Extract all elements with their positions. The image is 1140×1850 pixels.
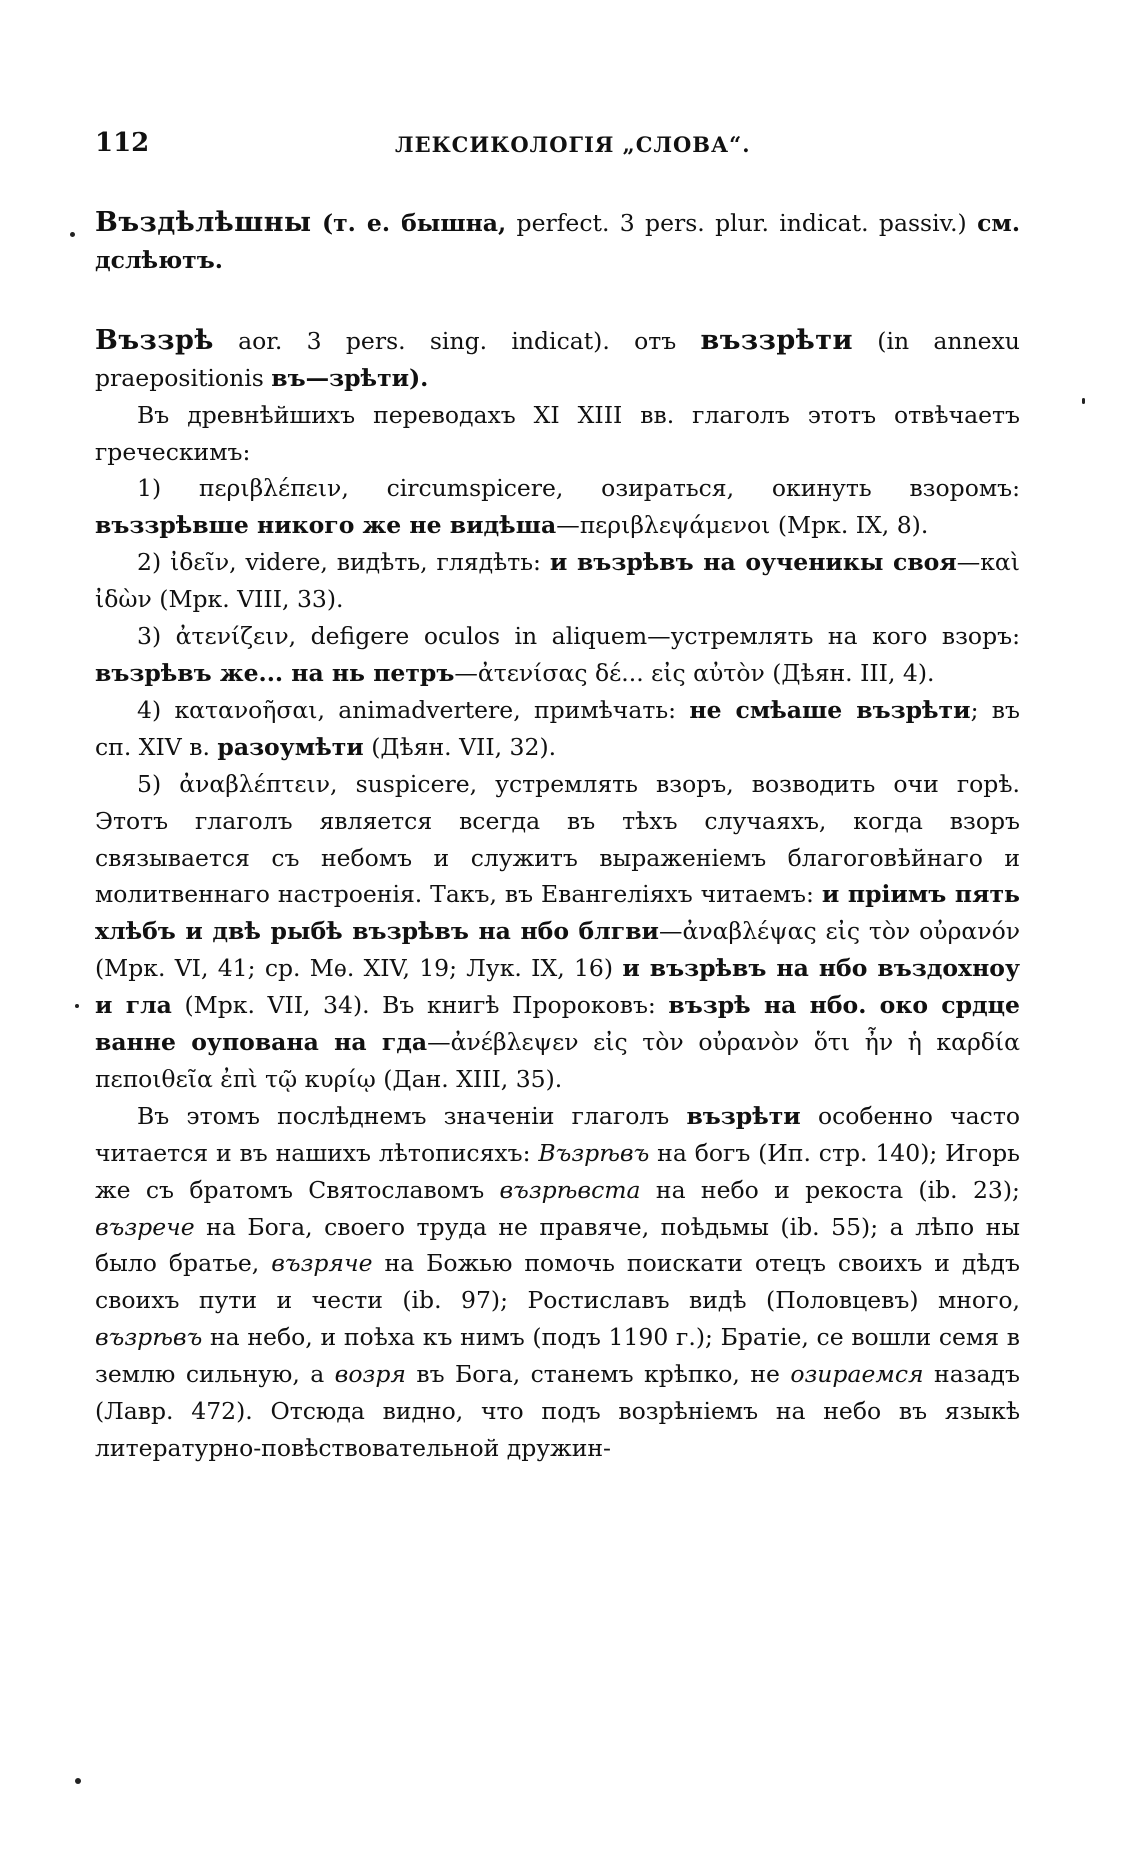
margin-dot-mark: [75, 1778, 81, 1784]
entry-grammar: aor. 3 pers. sing. indicat). отъ: [238, 326, 677, 355]
sense-rest: —περιβλεψάμενοι (Мрк. IX, 8).: [556, 511, 929, 540]
text-run: назадъ (Лавр. 472). Отсюда видно, что подъ возрѣніемъ на небо въ языкѣ литературно-повѣствовательной дружин-: [95, 1360, 1020, 1462]
sense-rest: —ἀνέβλεψεν εἰς τὸν οὐρανὸν ὅτι ἦν ἡ καρδία πεποιθεῖα ἐπὶ τῷ κυρίῳ (Дан. XIII, 35).: [95, 1028, 1020, 1093]
sense-quote: и пріимъ пять хлѣбъ и двѣ рыбѣ възрѣвъ на нбо блгви: [95, 880, 1020, 946]
sense-number: 4): [137, 695, 162, 724]
entry-grammar: perfect. 3 pers. plur. indicat. passiv.): [516, 209, 967, 237]
sense-number: 2): [137, 548, 162, 577]
sense-text: κατανοῆσαι, animadvertere, примѣчать:: [174, 695, 677, 724]
entry-source-lemma: въззрѣти: [700, 324, 854, 356]
text-run: на Бога, своего труда не правяче, поѣдьмы (ib. 55); а лѣпо ны было братье,: [95, 1212, 1020, 1278]
sense-quote: и възрѣвъ на нбо въздохноу и гла: [95, 954, 1020, 1020]
sense-quote: разоумѣти: [217, 732, 364, 761]
sense-quote: възрѣвъ же... на нь петръ: [95, 658, 455, 687]
sense-text: ἀτενίζειν, defigere oculos in aliquem—устремлять на кого взоръ:: [175, 622, 1020, 651]
sense-quote: въззрѣвше никого же не видѣша: [95, 511, 557, 540]
entry-annex-form: въ—зрѣти).: [271, 363, 429, 392]
sense-4: [95, 692, 1020, 766]
sense-quote: и възрѣвъ на оученикы своя: [549, 548, 957, 577]
page-number: 112: [95, 128, 150, 158]
sense-number: 3): [137, 622, 162, 651]
entry-see: см.: [977, 209, 1020, 237]
text-run: въ Бога, станемъ крѣпко, не: [416, 1360, 780, 1389]
sense-rest: (Дѣян. VII, 32).: [371, 732, 557, 761]
sense-5: [95, 766, 1020, 1098]
sense-rest: ; въ сп. XIV в.: [95, 695, 1020, 761]
sense-number: 5): [137, 769, 162, 798]
entry-annex: (in annexu praepositionis: [95, 326, 1020, 392]
text-run: особенно часто читается и въ нашихъ лѣтописяхъ:: [95, 1101, 1020, 1167]
text-run: на Божью помочь поискати отецъ своихъ и дѣдъ своихъ пути и чести (ib. 97); Ростиславъ видѣ (Половцевъ) много,: [95, 1249, 1020, 1315]
sense-rest: —ἀτενίσας δέ... εἰς αὐτὸν (Дѣян. III, 4).: [454, 658, 935, 687]
italic-word: возря: [334, 1360, 406, 1389]
sense-text: ἰδεῖν, videre, видѣть, глядѣть:: [170, 548, 541, 577]
final-paragraph: [95, 1098, 1020, 1467]
sense-rest: —ἀναβλέψας εἰς τὸν οὐρανόν (Мрк. VI, 41; ср. Мѳ. XIV, 19; Лук. IX, 16): [95, 917, 1021, 983]
margin-dot-mark: [75, 1004, 79, 1008]
italic-word: възрече: [95, 1212, 195, 1241]
text-run: Въ этомъ послѣднемъ значеніи глаголъ: [137, 1101, 670, 1130]
sense-1: [95, 470, 1020, 544]
dictionary-entry: [95, 323, 1020, 397]
sense-rest: —καὶ ἰδὼν (Мрк. VIII, 33).: [95, 548, 1020, 614]
body-text: [95, 205, 1020, 1467]
entry-lemma: Въззрѣ: [95, 324, 214, 356]
margin-tick-mark: [1082, 398, 1085, 404]
sense-number: 1): [137, 474, 162, 503]
sense-quote: не смѣаше възрѣти: [689, 695, 971, 724]
italic-word: Възрѣвъ: [538, 1138, 650, 1167]
page-header: [95, 128, 1020, 164]
dictionary-entry: [95, 205, 1020, 279]
intro-paragraph: Въ древнѣйшихъ переводахъ XI XIII вв. глаголъ этотъ отвѣчаетъ греческимъ:: [95, 400, 1020, 466]
text-run: на небо и рекоста (ib. 23);: [655, 1175, 1020, 1204]
running-title: ЛЕКСИКОЛОГІЯ „СЛОВА“.: [395, 132, 751, 157]
sense-3: [95, 618, 1020, 692]
italic-word: озираемся: [790, 1360, 924, 1389]
italic-word: възрѣвъ: [95, 1323, 203, 1352]
sense-quote: възрѣ на нбо. око срдце ванне оупована на гда: [95, 991, 1020, 1057]
margin-dot-mark: [70, 232, 75, 237]
sense-rest: (Мрк. VII, 34). Въ книгѣ Пророковъ:: [184, 991, 656, 1020]
entry-gloss: (т. е. бышна,: [321, 209, 507, 237]
entry-ref: дслѣютъ.: [95, 245, 223, 274]
text-run: на небо, и поѣха къ нимъ (подъ 1190 г.); Братіе, се вошли семя в землю сильную, а: [95, 1323, 1020, 1389]
sense-text: περιβλέπειν, circumspicere, озираться, окинуть взоромъ:: [198, 474, 1020, 503]
quoted-word: възрѣти: [686, 1101, 801, 1130]
italic-word: възряче: [271, 1249, 373, 1278]
sense-2: [95, 544, 1020, 618]
italic-word: възрѣвста: [499, 1175, 641, 1204]
entry-lemma: Въздѣлѣшны: [95, 207, 312, 238]
text-run: на богъ (Ип. стр. 140); Игорь же съ братомъ Святославомъ: [95, 1138, 1020, 1204]
sense-text: ἀναβλέπτειν, suspicere, устремлять взоръ, возводить очи горѣ. Этотъ глаголъ является всегда въ тѣхъ случаяхъ, когда взоръ связывается съ небомъ и служитъ выраженіемъ благоговѣйнаго и молитвеннаго настроенія. Такъ, въ Евангеліяхъ читаемъ:: [95, 769, 1020, 909]
